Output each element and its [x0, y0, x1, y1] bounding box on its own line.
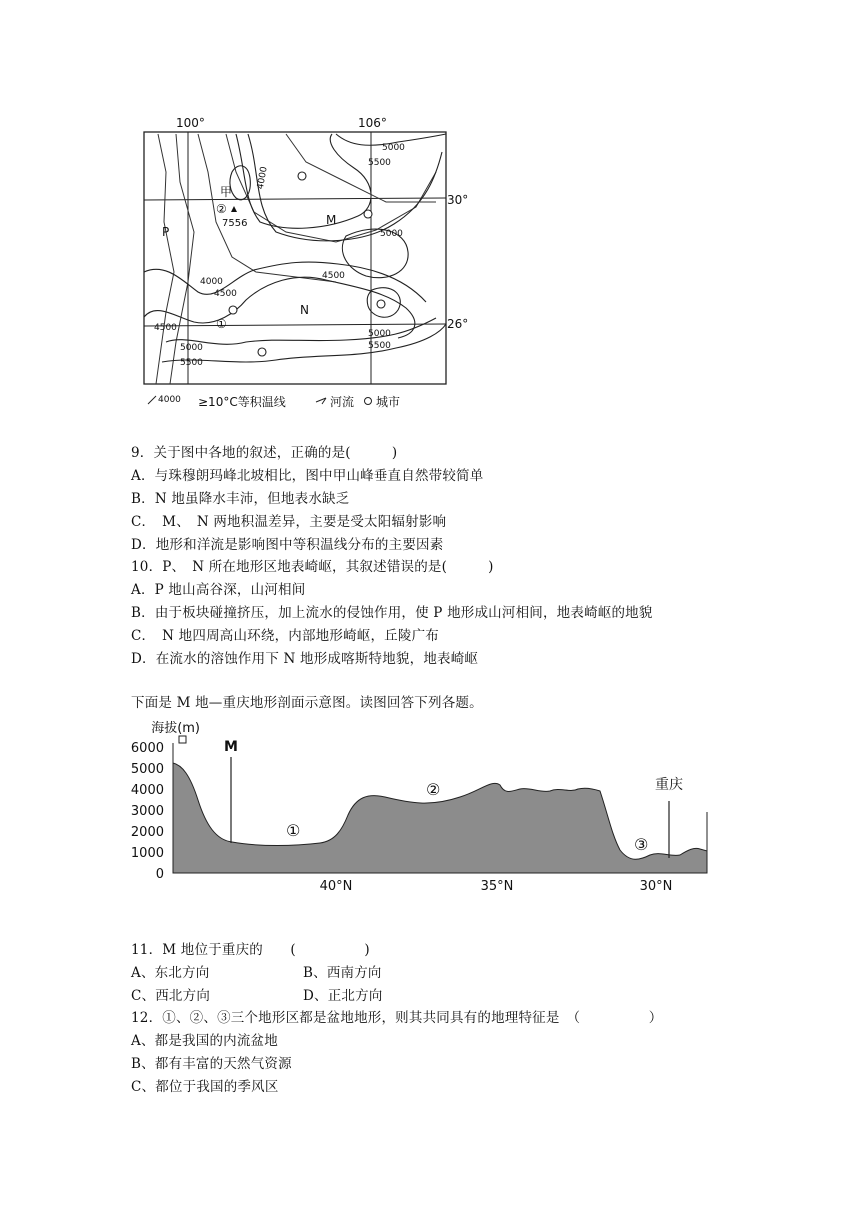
city-marker	[229, 306, 237, 314]
city-marker	[258, 348, 266, 356]
basin-3-label: ③	[634, 835, 649, 854]
isotherms	[144, 134, 446, 362]
q9-option-c: C． M、 N 两地积温差异，主要是受太阳辐射影响	[131, 514, 447, 530]
q10-option-a: A．P 地山高谷深，山河相间	[131, 582, 306, 598]
q10-option-d: D．在流水的溶蚀作用下 N 地形成喀斯特地貌，地表崎岖	[131, 651, 479, 667]
small-square-icon	[179, 736, 186, 743]
lon-106-label: 106°	[358, 116, 387, 130]
n-label: N	[300, 303, 309, 317]
y-tick-label: 3000	[130, 804, 164, 819]
q10-stem: 10．P、 N 所在地形区地表崎岖，其叙述错误的是( )	[131, 559, 494, 575]
river-path	[156, 134, 174, 384]
contour-label-4500: 4500	[214, 289, 237, 299]
x-tick-label: 40°N	[319, 879, 353, 894]
y-tick-label: 5000	[130, 762, 164, 777]
q11-stem: 11．M 地位于重庆的 ( )	[131, 942, 370, 958]
marker-1-label: ①	[216, 317, 227, 331]
q9-stem: 9．关于图中各地的叙述，正确的是( )	[131, 445, 398, 461]
legend-city-label: 城市	[376, 395, 401, 409]
map-legend	[148, 394, 400, 409]
m-marker-label: M	[224, 739, 238, 755]
y-tick-label: 4000	[130, 783, 164, 798]
contour-label-4000: 4000	[200, 277, 223, 287]
jia-label: 甲	[220, 185, 233, 199]
q11-option-b: B、西南方向	[303, 965, 382, 981]
q12-option-a: A、都是我国的内流盆地	[131, 1033, 278, 1049]
city-legend-icon	[365, 398, 372, 405]
x-tick-label: 35°N	[480, 879, 514, 894]
contour-label-5500: 5500	[180, 358, 203, 368]
isotherm	[248, 134, 442, 241]
y-tick-label: 0	[155, 867, 164, 882]
y-tick-label: 2000	[130, 825, 164, 840]
river-legend-icon	[316, 398, 326, 404]
peak-triangle-icon	[231, 206, 237, 212]
contour-label-4500: 4500	[154, 323, 177, 333]
contour-label-5500: 5500	[368, 341, 391, 351]
parallel-26	[144, 324, 446, 326]
isotherm	[162, 324, 446, 362]
contour-label-5000: 5000	[382, 143, 405, 153]
m-label: M	[326, 213, 337, 227]
y-tick-label: 1000	[130, 846, 164, 861]
city-marker	[364, 210, 372, 218]
q12-option-b: B、都有丰富的天然气资源	[131, 1056, 292, 1072]
q9-option-b: B．N 地虽降水丰沛，但地表水缺乏	[131, 491, 350, 507]
isoline-legend-icon	[148, 396, 156, 404]
peak-height-label: 7556	[222, 218, 248, 229]
legend-isoline-label: ≥10°C等积温线	[198, 395, 286, 409]
profile-intro: 下面是 M 地—重庆地形剖面示意图。读图回答下列各题。	[131, 695, 483, 711]
isotherm	[166, 318, 436, 344]
q11-option-a: A、东北方向	[131, 965, 210, 981]
y-tick-label: 6000	[130, 741, 164, 756]
city-marker	[377, 300, 385, 308]
city-marker	[298, 172, 306, 180]
contour-label-5000: 5000	[180, 343, 203, 353]
isotherm-map	[136, 112, 469, 412]
legend-isoline-value: 4000	[158, 395, 181, 405]
parallel-30	[144, 198, 446, 200]
q11-option-d: D、正北方向	[303, 988, 383, 1004]
q9-option-a: A．与珠穆朗玛峰北坡相比，图中甲山峰垂直自然带较简单	[131, 468, 484, 484]
basin-1-label: ①	[286, 821, 301, 840]
p-label: P	[162, 225, 170, 239]
q11-option-c: C、西北方向	[131, 988, 211, 1004]
terrain-profile	[120, 715, 720, 895]
lat-30-label: 30°	[447, 193, 469, 207]
q12-option-c: C、都位于我国的季风区	[131, 1079, 279, 1095]
q9-option-d: D．地形和洋流是影响图中等积温线分布的主要因素	[131, 537, 444, 553]
q10-option-c: C． N 地四周高山环绕，内部地形崎岖，丘陵广布	[131, 628, 439, 644]
x-tick-label: 30°N	[639, 879, 673, 894]
q12-stem: 12．①、②、③三个地形区都是盆地地形，则其共同具有的地理特征是 （ ）	[131, 1010, 663, 1026]
contour-label-5500: 5500	[368, 158, 391, 168]
y-axis-title: 海拔(m)	[151, 721, 200, 736]
basin-2-label: ②	[426, 780, 441, 799]
contour-label-4000: 4000	[255, 165, 270, 191]
legend-river-label: 河流	[330, 395, 355, 409]
contour-label-5000: 5000	[380, 229, 403, 239]
contour-label-4500: 4500	[322, 271, 345, 281]
lat-26-label: 26°	[447, 317, 469, 331]
lon-100-label: 100°	[176, 116, 205, 130]
contour-label-5000: 5000	[368, 329, 391, 339]
marker-2-label: ②	[216, 202, 227, 216]
isotherm-closed	[230, 166, 250, 200]
q10-option-b: B．由于板块碰撞挤压，加上流水的侵蚀作用，使 P 地形成山河相间，地表崎岖的地貌	[131, 605, 653, 621]
x-axis	[320, 879, 673, 894]
chongqing-marker-label: 重庆	[655, 777, 683, 793]
